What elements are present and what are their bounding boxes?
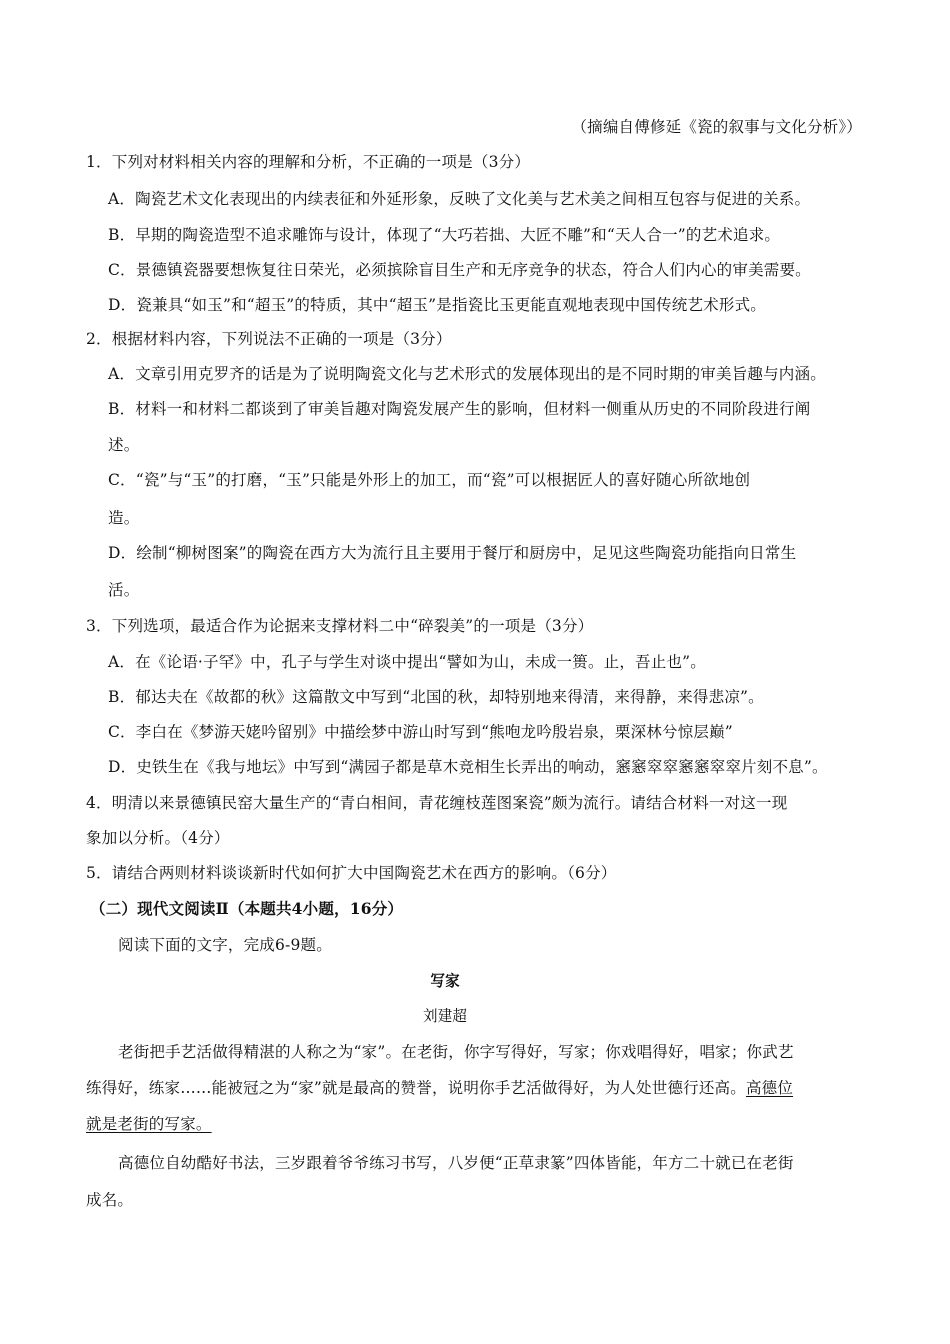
story-paragraph-1-line-1: 老街把手艺活做得精湛的人称之为“家”。在老街，你字写得好，写家；你戏唱得好，唱家；你武艺	[118, 1043, 794, 1061]
question-3-option-d: D．史铁生在《我与地坛》中写到“满园子都是草木竞相生长弄出的响动，窸窸窣窣窸窸窣窣片刻不息”。	[108, 758, 828, 776]
underlined-phrase: 高德位	[745, 1079, 794, 1097]
question-4-stem-continued: 象加以分析。（4分）	[86, 829, 230, 847]
question-4-stem: 4．明清以来景德镇民窑大量生产的“青白相间，青花缠枝莲图案瓷”颇为流行。请结合材料一对这一现	[86, 794, 788, 812]
question-1-option-a: A．陶瓷艺术文化表现出的内续表征和外延形象，反映了文化美与艺术美之间相互包容与促进的关系。	[108, 190, 811, 208]
story-paragraph-2-line-1: 高德位自幼酷好书法，三岁跟着爷爷练习书写，八岁便“正草隶篆”四体皆能，年方二十就已在老街	[118, 1154, 794, 1172]
question-1-option-b: B．早期的陶瓷造型不追求雕饰与设计，体现了“大巧若拙、大匠不雕”和“天人合一”的艺术追求。	[108, 226, 781, 244]
story-paragraph-1-line-3	[86, 1114, 212, 1134]
section-heading: （二）现代文阅读Ⅱ（本题共4小题，16分）	[90, 899, 404, 918]
question-2-option-b-continued: 述。	[108, 436, 140, 454]
question-2-option-b: B．材料一和材料二都谈到了审美旨趣对陶瓷发展产生的影响，但材料一侧重从历史的不同阶段进行阐	[108, 400, 811, 418]
story-paragraph-1-text: 练得好，练家……能被冠之为“家”就是最高的赞誉，说明你手艺活做得好，为人处世德行还高。	[86, 1079, 746, 1097]
question-2-option-d-continued: 活。	[108, 581, 140, 599]
question-3-stem: 3．下列选项，最适合作为论据来支撑材料二中“碎裂美”的一项是（3分）	[86, 617, 594, 635]
question-3-option-b: B．郁达夫在《故都的秋》这篇散文中写到“北国的秋，却特别地来得清，来得静，来得悲凉”。	[108, 688, 764, 706]
question-2-option-c: C．“瓷”与“玉”的打磨，“玉”只能是外形上的加工，而“瓷”可以根据匠人的喜好随心所欲地创	[108, 471, 751, 489]
story-title: 写家	[430, 971, 460, 990]
story-paragraph-1-line-2	[86, 1078, 793, 1098]
question-2-option-d: D．绘制“柳树图案”的陶瓷在西方大为流行且主要用于餐厅和厨房中，足见这些陶瓷功能指向日常生	[108, 544, 797, 562]
question-1-stem: 1．下列对材料相关内容的理解和分析，不正确的一项是（3分）	[86, 153, 531, 171]
question-2-stem: 2．根据材料内容，下列说法不正确的一项是（3分）	[86, 330, 452, 348]
question-1-option-d: D．瓷兼具“如玉”和“超玉”的特质，其中“超玉”是指瓷比玉更能直观地表现中国传统艺术形式。	[108, 296, 766, 314]
story-paragraph-2-line-2: 成名。	[86, 1191, 134, 1209]
question-2-option-a: A．文章引用克罗齐的话是为了说明陶瓷文化与艺术形式的发展体现出的是不同时期的审美旨趣与内涵。	[108, 365, 826, 383]
question-3-option-c: C．李白在《梦游天姥吟留别》中描绘梦中游山时写到“熊咆龙吟殷岩泉，栗深林兮惊层巅”	[108, 723, 733, 741]
question-5-stem: 5．请结合两则材料谈谈新时代如何扩大中国陶瓷艺术在西方的影响。（6分）	[86, 864, 617, 882]
question-3-option-a: A．在《论语·子罕》中，孔子与学生对谈中提出“譬如为山，未成一篑。止，吾止也”。	[108, 653, 706, 671]
source-citation: （摘编自傅修延《瓷的叙事与文化分析》）	[571, 118, 862, 136]
underlined-phrase-continued: 就是老街的写家。	[86, 1115, 212, 1133]
story-author: 刘建超	[422, 1007, 468, 1025]
question-2-option-c-continued: 造。	[108, 509, 140, 527]
question-1-option-c: C．景德镇瓷器要想恢复往日荣光，必须摈除盲目生产和无序竞争的状态，符合人们内心的审美需要。	[108, 261, 811, 279]
section-instruction: 阅读下面的文字，完成6-9题。	[118, 936, 332, 954]
